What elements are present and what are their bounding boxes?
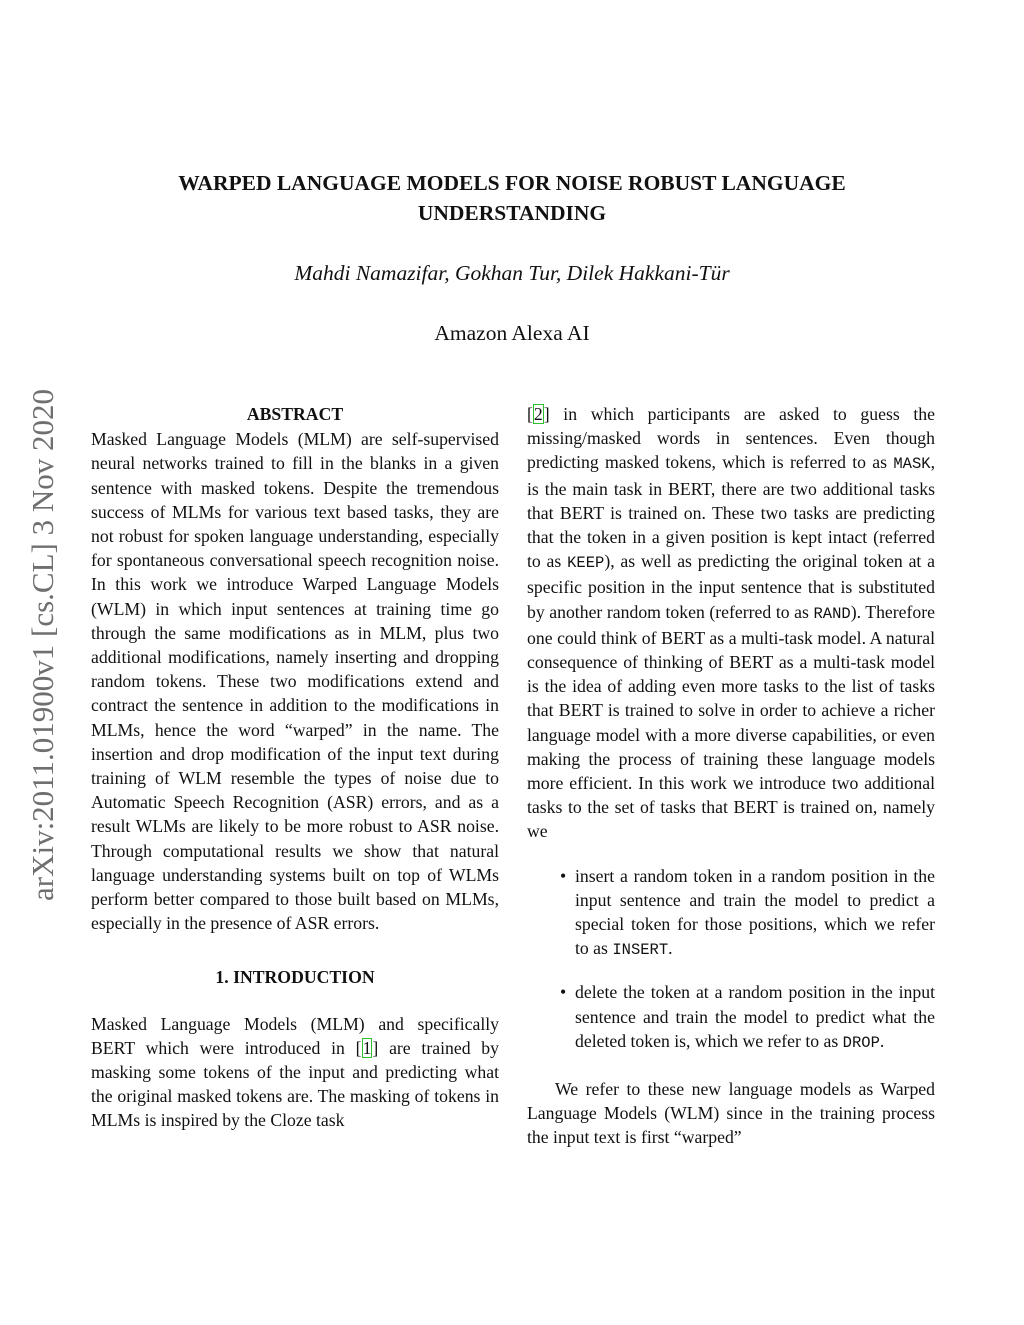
arxiv-stamp (20, 360, 66, 930)
bullet-icon: • (560, 865, 567, 886)
intro-paragraph-2: We refer to these new language models as Warped Language Models (WLM) since in the training process the input text is first “warped” (527, 1079, 935, 1148)
bullet-end-insert: . (668, 938, 673, 959)
author-list: Mahdi Namazifar, Gokhan Tur, Dilek Hakkani-Tür (294, 261, 730, 285)
bullet-end-drop: . (879, 1030, 885, 1051)
arxiv-identifier: arXiv:2011.01900v1 [cs.CL] 3 Nov 2020 (25, 388, 60, 902)
title-line-1: WARPED LANGUAGE MODELS FOR NOISE ROBUST LANGUAGE (178, 171, 846, 195)
title-line-2: UNDERSTANDING (417, 201, 607, 225)
intro-text-f: ). Therefore one could think of BERT as a multi-task model. A natural consequence of thinking of BERT as a multi-task model is the idea of adding even more tasks to the list of tasks that BERT is trained to solve in order to achieve a richer language model with a more diverse capabilities, or even making the process of training these language models more efficient. In this work we introduce two additional tasks to the set of tasks that BERT is trained on, namely we (527, 601, 935, 842)
token-rand: RAND (813, 604, 851, 623)
abstract-text: Masked Language Models (MLM) are self-supervised neural networks trained to fill in the blanks in a given sentence with masked tokens. Despite the tremendous success of MLMs for various text based tasks, they are not robust for spoken language understanding, especially for spontaneous conversational speech recognition noise. In this work we introduce Warped Language Models (WLM) in which input sentences at training time go through the same modifications as in MLM, plus two additional modifications, namely inserting and dropping random tokens. These two modifications extend and contract the sentence in addition to the modifications in MLMs, hence the word “warped” in the name. The insertion and drop modification of the input text during training of WLM resemble the types of noise due to Automatic Speech Recognition (ASR) errors, and as a result WLMs are likely to be more robust to ASR noise. Through computational results we show that natural language understanding systems built on top of WLMs perform better compared to those built based on MLMs, especially in the presence of ASR errors. (91, 429, 499, 934)
list-item (560, 980, 935, 1055)
list-item (560, 864, 935, 963)
intro-text-b: ] are trained by masking some tokens of the input and predicting what the original masked tokens are. The masking of tokens in MLMs is inspired by the Cloze task (91, 1037, 499, 1131)
citation-link-1[interactable]: 1 (362, 1037, 372, 1058)
token-drop: DROP (842, 1033, 880, 1052)
intro-paragraph-continued: [2] in which participants are asked to guess the missing/masked words in sentences. Even though predicting masked tokens, which is referred to as MASK, is the main task in BERT, there are two additional tasks that BERT is trained on. These two tasks are predicting that the token in a given position is kept intact (referred to as KEEP), as well as predicting the original token at a specific position in the input sentence that is substituted by another random token (referred to as RAND). Therefore one could think of BERT as a multi-task model. A natural consequence of thinking of BERT as a multi-task model is the idea of adding even more tasks to the list of tasks that BERT is trained to solve in order to achieve a richer language model with a more diverse capabilities, or even making the process of training these language models more efficient. In this work we introduce two additional tasks to the set of tasks that BERT is trained on, namely we (527, 404, 935, 842)
contribution-list (527, 864, 935, 1055)
affiliation: Amazon Alexa AI (434, 321, 590, 345)
right-column (527, 402, 935, 1150)
bullet-icon: • (560, 982, 567, 1003)
intro-paragraph-1 (91, 1012, 499, 1133)
token-keep: KEEP (567, 554, 605, 573)
token-insert: INSERT (612, 941, 669, 960)
intro-text-d: , is the main task in BERT, there are two additional tasks that BERT is trained on. These two tasks are predicting that the token in a given position is kept intact (referred to as (527, 452, 935, 572)
left-column (91, 402, 499, 1133)
token-mask: MASK (893, 455, 931, 474)
bullet-text-drop: delete the token at a random position in the input sentence and train the model to predict what the deleted token is, which we refer to as (575, 982, 935, 1051)
intro-text-a: Masked Language Models (MLM) and specifically BERT which were introduced in [ (91, 1013, 499, 1058)
intro-text-e: ), as well as predicting the original token at a specific position in the input sentence that is substituted by another random token (referred to as (527, 551, 935, 622)
intro-text-c: ] in which participants are asked to guess the missing/masked words in sentences. Even though predicting masked tokens, which is referred to as (527, 404, 935, 473)
citation-link-2[interactable]: 2 (533, 404, 543, 424)
abstract-heading: ABSTRACT (246, 404, 344, 424)
introduction-heading: 1. INTRODUCTION (215, 967, 375, 988)
bullet-text-insert: insert a random token in a random position in the input sentence and train the model to predict a special token for those positions, which we refer to as (575, 865, 935, 959)
paper-title (100, 168, 924, 228)
